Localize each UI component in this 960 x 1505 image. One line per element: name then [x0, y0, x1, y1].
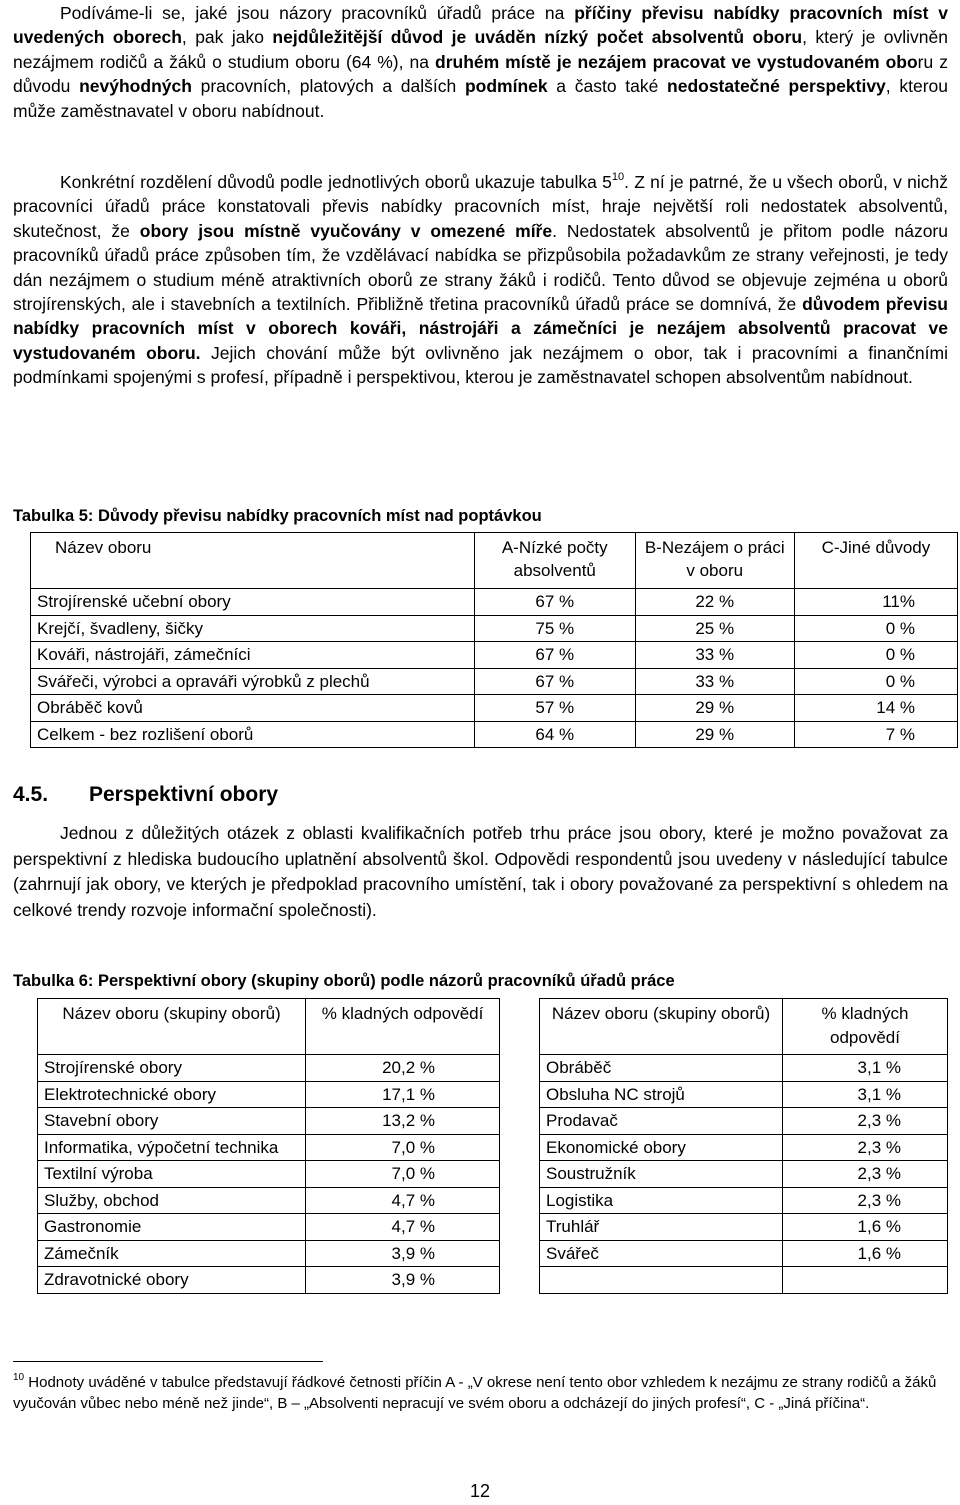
table5-cell-value: 33 %: [635, 668, 794, 695]
table-row: [31, 695, 958, 722]
table-row: [540, 1161, 948, 1188]
paragraph-perspective-intro: Jednou z důležitých otázek z oblasti kvalifikačních potřeb trhu práce jsou obory, které je možno považovat za perspektivní z hlediska budoucího uplatnění absolventů škol. Odpovědi respondentů jsou uvedeny v následující tabulce (zahrnují jak obory, ve kterých je předpoklad pracovního umístění, tak i obory považované za perspektivní s ohledem na celkové trendy rozvoje informační společnosti).: [13, 823, 948, 920]
table-row: [31, 615, 958, 642]
table6-cell-field: Logistika: [540, 1187, 783, 1214]
table6-cell-field: Textilní výroba: [38, 1161, 306, 1188]
table6-cell-pct: 13,2 %: [306, 1108, 500, 1135]
table6-cell-pct: 3,9 %: [306, 1267, 500, 1294]
table6-cell-field: Truhlář: [540, 1214, 783, 1241]
table-row: [540, 1214, 948, 1241]
table5-header-field: Název oboru: [31, 533, 475, 589]
table5-cell-value: 33 %: [635, 642, 794, 669]
table-row: [31, 721, 958, 748]
table6-cell-pct: 2,3 %: [782, 1108, 947, 1135]
table6-cell-pct: 2,3 %: [782, 1187, 947, 1214]
table6-cell-pct: 4,7 %: [306, 1214, 500, 1241]
table5-cell-value: 64 %: [474, 721, 635, 748]
table-row: [38, 1161, 500, 1188]
table6-cell-field: Zámečník: [38, 1240, 306, 1267]
table-row: [38, 1214, 500, 1241]
table6-cell-field: [540, 1267, 783, 1294]
table6-cell-field: Obsluha NC strojů: [540, 1081, 783, 1108]
table5-cell-value: 25 %: [635, 615, 794, 642]
table6-cell-pct: 1,6 %: [782, 1214, 947, 1241]
table6-cell-field: Informatika, výpočetní technika: [38, 1134, 306, 1161]
paragraph-table5-discussion: Konkrétní rozdělení důvodů podle jednotlivých oborů ukazuje tabulka $5^{10}$. Z ní je patrné, že u všech oborů, v nichž pracovníci úřadů práce konstatovali převis nabídky pracovních míst, hraje největší roli nedostatek absolventů, skutečnost, že obory jsou místně vyučovány v omezené míře. Nedostatek absolventů je přitom podle názoru pracovníků úřadů práce způsoben tím, že vzdělávací nabídka se přizpůsobila požadavkům ze strany veřejnosti, je tedy dán nezájmem o studium méně atraktivních oborů ze strany žáků i rodičů. Tento důvod se objevuje zejména u oborů strojírenských, ale i stavebních a textilních. Přibližně třetina pracovníků úřadů práce se domnívá, že důvodem převisu nabídky pracovních míst v oborech kováři, nástrojáři a zámečníci je nezájem absolventů pracovat ve vystudovaném oboru. Jejich chování může být ovlivněno jak nezájmem o obor, tak i pracovními a finančními podmínkami spojenými s profesí, případně i perspektivou, kterou je zaměstnavatel schopen absolventům nabídnout.: [13, 171, 948, 388]
table6-cell-pct: 2,3 %: [782, 1134, 947, 1161]
table6-cell-field: Zdravotnické obory: [38, 1267, 306, 1294]
table6-cell-pct: 3,9 %: [306, 1240, 500, 1267]
table5-cell-value: 57 %: [474, 695, 635, 722]
table5-cell-value: 75 %: [474, 615, 635, 642]
table6-cell-field: Svářeč: [540, 1240, 783, 1267]
table5-header-row: [31, 533, 958, 589]
table5-cell-value: 29 %: [635, 721, 794, 748]
table6-cell-field: Ekonomické obory: [540, 1134, 783, 1161]
table5-cell-value: 67 %: [474, 668, 635, 695]
table6-cell-field: Prodavač: [540, 1108, 783, 1135]
table-row: [38, 1187, 500, 1214]
table-row: [540, 1081, 948, 1108]
table6-cell-pct: [782, 1267, 947, 1294]
table5-cell-value: 14 %: [794, 695, 957, 722]
table6-cell-pct: 4,7 %: [306, 1187, 500, 1214]
table5-cell-value: 67 %: [474, 642, 635, 669]
table5-caption: Tabulka 5: Důvody převisu nabídky pracovních míst nad poptávkou: [13, 507, 542, 525]
table5-cell-field: Kováři, nástrojáři, zámečníci: [31, 642, 475, 669]
paragraph-reasons-intro: Podíváme-li se, jaké jsou názory pracovníků úřadů práce na příčiny převisu nabídky pracovních míst v uvedených oborech, pak jako nejdůležitější důvod je uváděn nízký počet absolventů oboru, který je ovlivněn nezájmem rodičů a žáků o studium oboru (64 %), na druhém místě je nezájem pracovat ve vystudovaném oboru z důvodu nevýhodných pracovních, platových a dalších podmínek a často také nedostatečné perspektivy, kterou může zaměstnavatel v oboru nabídnout.: [13, 3, 948, 121]
footnote-text: Hodnoty uváděné v tabulce představují řádkové četnosti příčin A - „V okrese není tento obor vzhledem k nezájmu ze strany rodičů a žáků vyučován vůbec nebo méně než jinde“, B – „Absolventi nepracují ve svém oboru a odcházejí do jiných profesí“, C - „Jiná příčina“.: [13, 1374, 937, 1412]
table6-cell-pct: 20,2 %: [306, 1055, 500, 1082]
table6-left-header-pct: % kladných odpovědí: [306, 999, 500, 1055]
table6-right-header-pct: % kladných odpovědí: [782, 999, 947, 1055]
table5-header-b: B-Nezájem o práci v oboru: [635, 533, 794, 589]
table6-cell-field: Obráběč: [540, 1055, 783, 1082]
table6-cell-field: Gastronomie: [38, 1214, 306, 1241]
table6-cell-pct: 2,3 %: [782, 1161, 947, 1188]
table-row: [38, 1108, 500, 1135]
table5-cell-value: 0 %: [794, 668, 957, 695]
table5-cell-field: Strojírenské učební obory: [31, 589, 475, 616]
table6-cell-field: Strojírenské obory: [38, 1055, 306, 1082]
table5-header-a: A-Nízké počty absolventů: [474, 533, 635, 589]
table5-cell-field: Obráběč kovů: [31, 695, 475, 722]
table5-header-c: C-Jiné důvody: [794, 533, 957, 589]
table-row: [31, 642, 958, 669]
table-row: [31, 589, 958, 616]
page-number: 12: [469, 1481, 491, 1501]
table-row: [540, 1134, 948, 1161]
table6-right-header-name: Název oboru (skupiny oborů): [540, 999, 783, 1055]
table6-left-header-name: Název oboru (skupiny oborů): [38, 999, 306, 1055]
footnote-number: 10: [13, 1372, 25, 1383]
table-row: [31, 668, 958, 695]
footnote-divider: [13, 1361, 323, 1362]
table-row: [38, 1055, 500, 1082]
table5-cell-value: 7 %: [794, 721, 957, 748]
table6-right-header-row: [540, 999, 948, 1055]
section-heading: [13, 783, 278, 807]
table5-cell-field: Svářeči, výrobci a opraváři výrobků z plechů: [31, 668, 475, 695]
table6-left: [37, 998, 500, 1294]
table-row: [540, 1187, 948, 1214]
table-row: [38, 1081, 500, 1108]
table6-right: [539, 998, 948, 1294]
table5-cell-value: 22 %: [635, 589, 794, 616]
table5-cell-value: 29 %: [635, 695, 794, 722]
footnote: [13, 1372, 948, 1414]
table-row: [38, 1134, 500, 1161]
table6-cell-pct: 3,1 %: [782, 1081, 947, 1108]
table-row: [38, 1240, 500, 1267]
table6-cell-pct: 1,6 %: [782, 1240, 947, 1267]
table6-caption: Tabulka 6: Perspektivní obory (skupiny oborů) podle názorů pracovníků úřadů práce: [13, 972, 675, 990]
table6-cell-pct: 3,1 %: [782, 1055, 947, 1082]
table6-cell-field: Služby, obchod: [38, 1187, 306, 1214]
table-row: [540, 1055, 948, 1082]
section-title: Perspektivní obory: [89, 783, 279, 806]
table6-cell-field: Soustružník: [540, 1161, 783, 1188]
table5-cell-field: Krejčí, švadleny, šičky: [31, 615, 475, 642]
table6-cell-pct: 7,0 %: [306, 1161, 500, 1188]
table-row: [38, 1267, 500, 1294]
table-row: [540, 1108, 948, 1135]
table6-cell-field: Stavební obory: [38, 1108, 306, 1135]
table5-cell-value: 0 %: [794, 615, 957, 642]
table-row: [540, 1267, 948, 1294]
table5-cell-field: Celkem - bez rozlišení oborů: [31, 721, 475, 748]
table5-reasons: [30, 532, 958, 748]
table5-cell-value: 11%: [794, 589, 957, 616]
table6-cell-pct: 7,0 %: [306, 1134, 500, 1161]
table6-left-header-row: [38, 999, 500, 1055]
table6-cell-field: Elektrotechnické obory: [38, 1081, 306, 1108]
table6-cell-pct: 17,1 %: [306, 1081, 500, 1108]
section-number: 4.5.: [13, 783, 49, 806]
table-row: [540, 1240, 948, 1267]
footnote-reference[interactable]: 10: [611, 171, 625, 184]
table5-cell-value: 67 %: [474, 589, 635, 616]
table5-cell-value: 0 %: [794, 642, 957, 669]
